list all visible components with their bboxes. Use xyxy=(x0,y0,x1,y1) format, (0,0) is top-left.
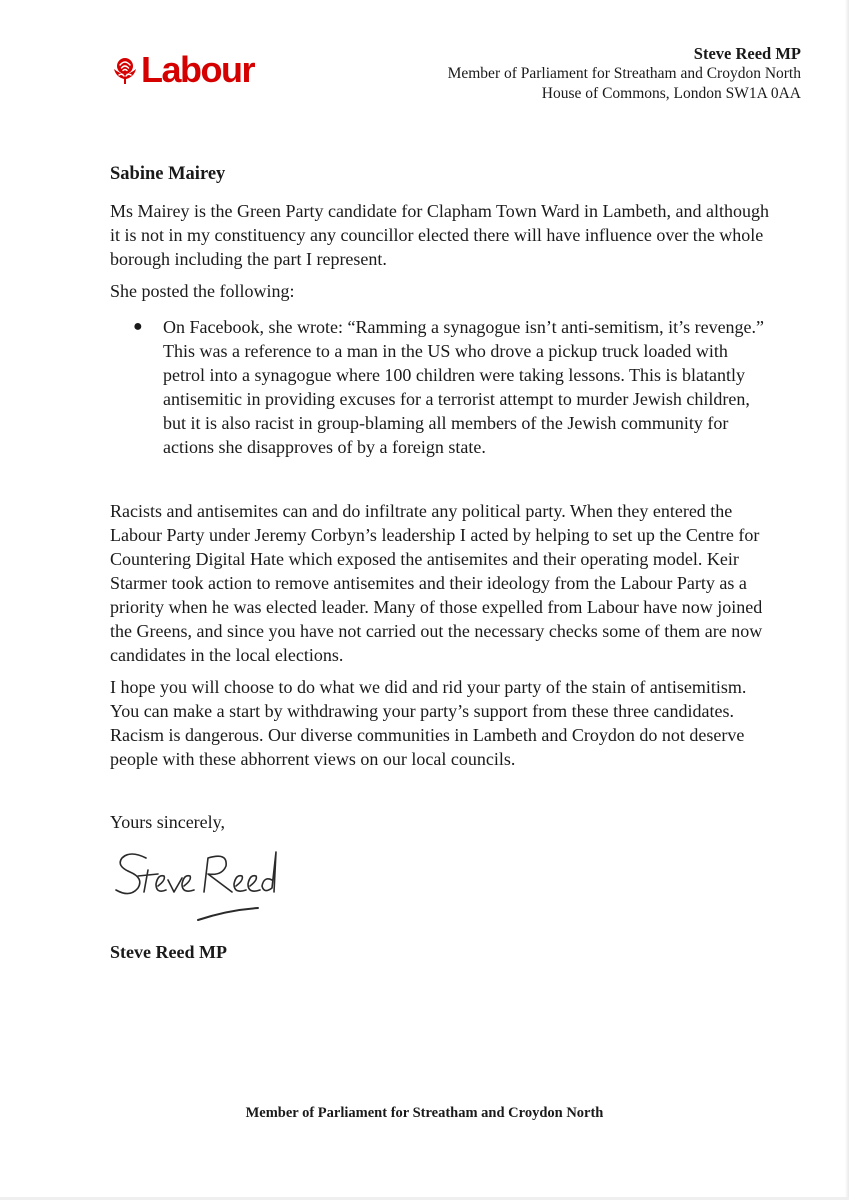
paragraph-3: Racists and antisemites can and do infiltrate any political party. When they entered the Labour Party under Jeremy Corbyn’s leadership I acted by helping to set up the Centre for Countering Digital Hate which exposed the antisemites and their operating model. Keir Starmer took action to remove antisemites and their ideology from the Labour Party as a priority when he was elected leader. Many of those expelled from Labour have now joined the Greens, and since you have not carried out the necessary checks some of them are now candidates in the local elections. xyxy=(110,501,763,665)
letterhead-constituency: Member of Parliament for Streatham and Croydon North xyxy=(447,65,801,82)
bullet-dot-icon: ● xyxy=(133,318,143,335)
recipient-heading: Sabine Mairey xyxy=(110,164,226,184)
paragraph-1: Ms Mairey is the Green Party candidate for Clapham Town Ward in Lambeth, and although it is not in my constituency any councillor elected there will have influence over the whole borough including the part I represent. xyxy=(110,201,769,269)
letterhead xyxy=(448,44,801,104)
labour-logo xyxy=(110,49,254,90)
paragraph-4: I hope you will choose to do what we did and rid your party of the stain of antisemitism. You can make a start by withdrawing your party’s support from these three candidates. Racism is dangerous. Our diverse communities in Lambeth and Croydon do not deserve people with these abhorrent views on our local councils. xyxy=(110,677,747,769)
page-edge xyxy=(845,0,849,1200)
paragraph-2: She posted the following: xyxy=(110,281,295,301)
bullet-list xyxy=(133,315,773,459)
handwritten-signature xyxy=(108,840,338,930)
signatory-name: Steve Reed MP xyxy=(110,942,227,962)
footer: Member of Parliament for Streatham and Croydon North xyxy=(245,1105,604,1121)
letterhead-name: Steve Reed MP xyxy=(693,44,801,63)
logo-wordmark: Labour xyxy=(141,49,254,90)
rose-icon xyxy=(110,55,140,85)
letterhead-address: House of Commons, London SW1A 0AA xyxy=(541,85,801,102)
bullet-item: On Facebook, she wrote: “Ramming a synagogue isn’t anti-semitism, it’s revenge.” This was a reference to a man in the US who drove a pickup truck loaded with petrol into a synagogue where 100 children were taking lessons. This is blatantly antisemitic in providing excuses for a terrorist attempt to murder Jewish children, but it is also racist in group-blaming all members of the Jewish community for actions she disapproves of by a foreign state. xyxy=(163,317,765,457)
closing: Yours sincerely, xyxy=(110,812,225,832)
